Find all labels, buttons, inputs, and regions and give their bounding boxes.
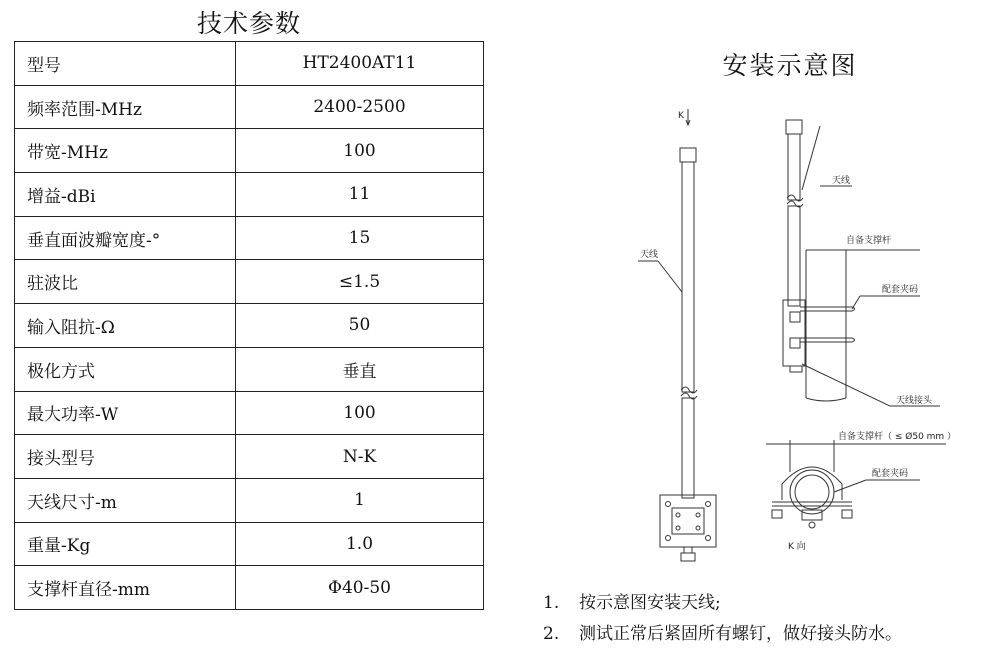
spec-label: 极化方式	[15, 347, 236, 391]
spec-value: 100	[236, 129, 484, 173]
label-antenna-right: 天线	[832, 176, 851, 186]
label-support-pole: 自备支撑杆	[846, 236, 892, 246]
spec-table	[14, 41, 484, 610]
note-2	[543, 619, 902, 644]
spec-label: 增益-dBi	[15, 173, 236, 217]
k-marker-label: K	[678, 111, 684, 121]
spec-value: N-K	[236, 435, 484, 479]
table-row	[15, 347, 484, 391]
label-connector: 天线接头	[896, 396, 933, 406]
label-clamp-top: 配套夹码	[882, 285, 919, 295]
spec-label: 接头型号	[15, 435, 236, 479]
spec-value: 11	[236, 173, 484, 217]
table-row	[15, 478, 484, 522]
k-view	[772, 467, 852, 528]
spec-value: ≤1.5	[236, 260, 484, 304]
note-number: 2.	[543, 624, 560, 644]
spec-label: 重量-Kg	[15, 522, 236, 566]
spec-value: 15	[236, 216, 484, 260]
support-pole	[806, 250, 846, 401]
spec-value: 100	[236, 391, 484, 435]
spec-label: 支撑杆直径-mm	[15, 566, 236, 610]
table-row	[15, 216, 484, 260]
spec-label: 最大功率-W	[15, 391, 236, 435]
table-row	[15, 566, 484, 610]
label-support-pole-diameter: 自备支撑杆（ ≤ Ø50 mm ）	[838, 432, 957, 442]
spec-label: 天线尺寸-m	[15, 478, 236, 522]
note-text: 按示意图安装天线;	[579, 593, 721, 613]
label-antenna-left: 天线	[640, 250, 659, 260]
diagram-title: 安装示意图	[722, 51, 858, 80]
spec-value: 2400-2500	[236, 85, 484, 129]
note-text: 测试正常后紧固所有螺钉，做好接头防水。	[579, 624, 902, 644]
note-1	[543, 588, 721, 613]
table-row	[15, 129, 484, 173]
leader-antenna-left	[658, 261, 682, 292]
spec-label: 垂直面波瓣宽度-°	[15, 216, 236, 260]
table-row	[15, 85, 484, 129]
table-row	[15, 435, 484, 479]
spec-value: 垂直	[236, 347, 484, 391]
spec-value: 1.0	[236, 522, 484, 566]
spec-label: 带宽-MHz	[15, 129, 236, 173]
table-row	[15, 304, 484, 348]
label-k-view: K 向	[788, 542, 806, 552]
leader-clamp-top	[852, 296, 860, 309]
table-row	[15, 173, 484, 217]
spec-label: 驻波比	[15, 260, 236, 304]
table-row	[15, 522, 484, 566]
antenna-side-view	[783, 120, 805, 372]
spec-value: 1	[236, 478, 484, 522]
label-clamp-bottom: 配套夹码	[872, 469, 909, 479]
table-row	[15, 42, 484, 86]
antenna-front-view	[660, 148, 716, 561]
spec-label: 输入阻抗-Ω	[15, 304, 236, 348]
note-number: 1.	[543, 593, 560, 613]
installation-diagram	[620, 100, 960, 565]
table-row	[15, 260, 484, 304]
spec-value: HT2400AT11	[236, 42, 484, 86]
leader-clamp-bottom	[834, 480, 866, 492]
spec-value: 50	[236, 304, 484, 348]
spec-label: 频率范围-MHz	[15, 85, 236, 129]
table-row	[15, 391, 484, 435]
spec-label: 型号	[15, 42, 236, 86]
spec-title: 技术参数	[196, 9, 301, 38]
spec-value: Φ40-50	[236, 566, 484, 610]
leader-antenna-right	[802, 126, 820, 190]
